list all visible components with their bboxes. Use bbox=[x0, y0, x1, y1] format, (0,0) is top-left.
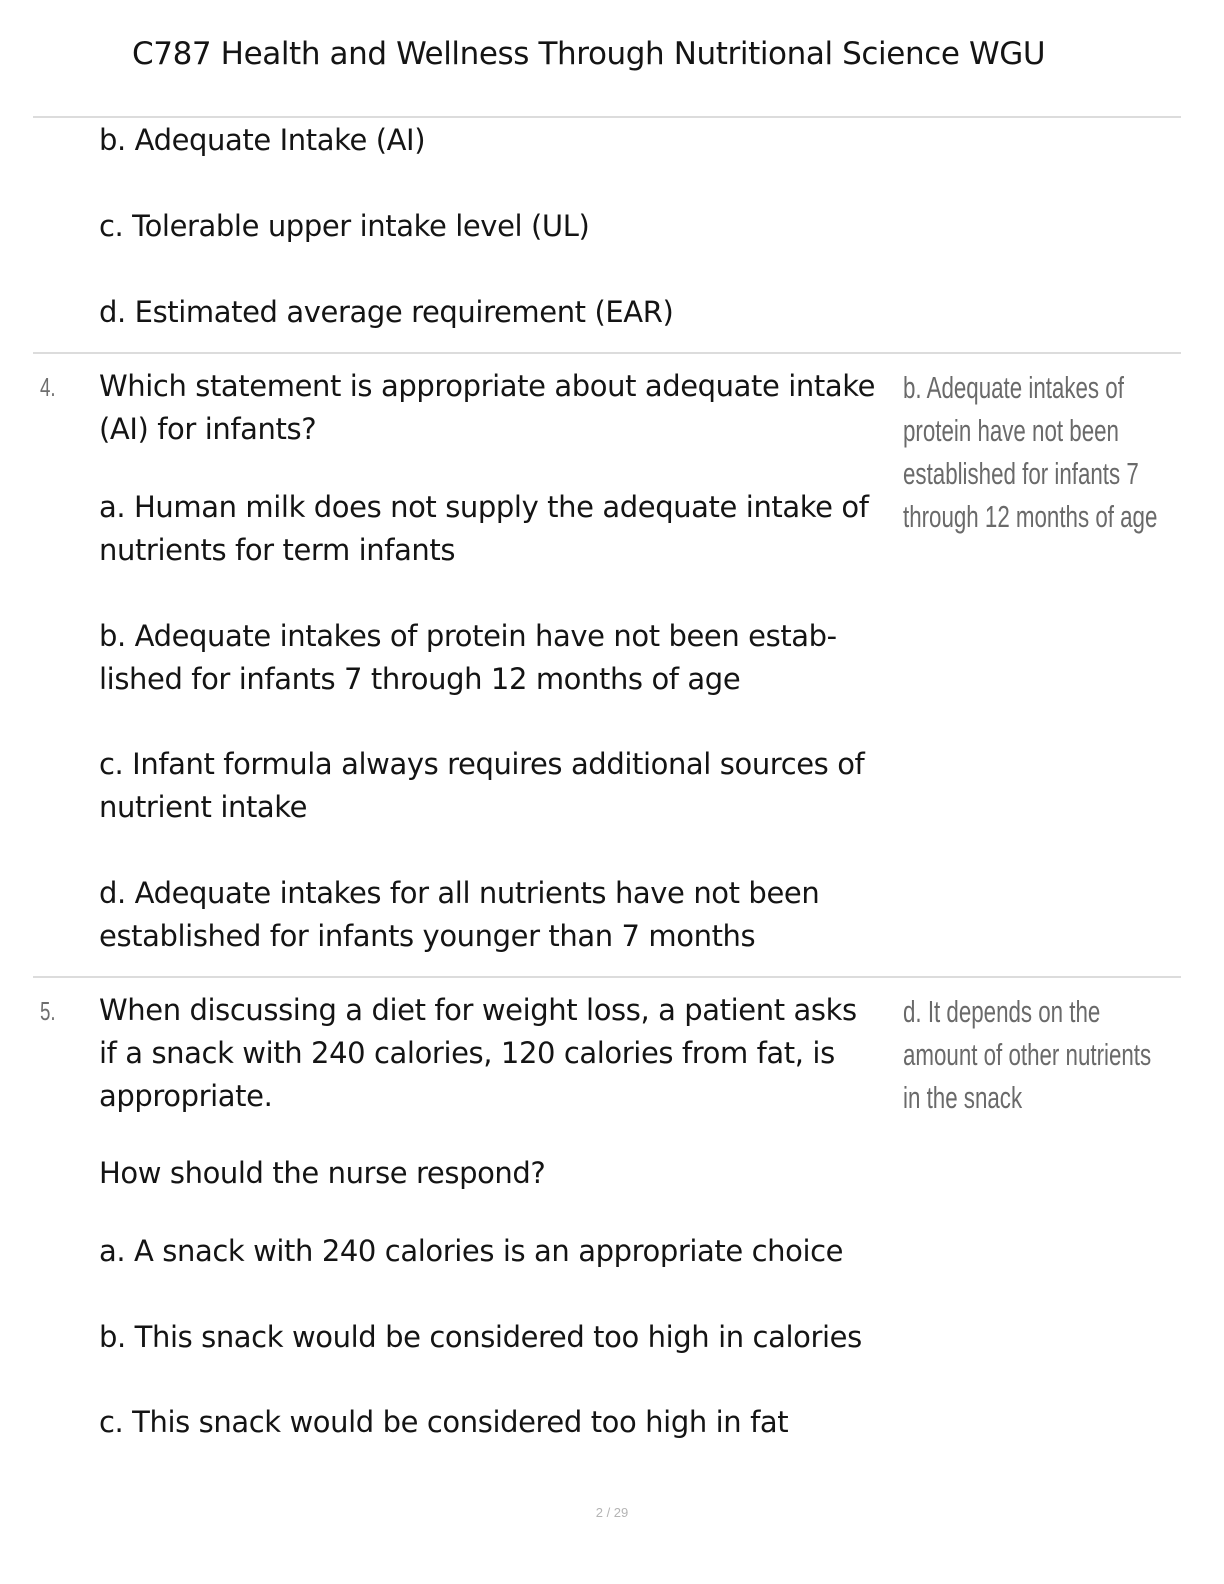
answer-line: d. It depends on the bbox=[903, 994, 1101, 1029]
answer-line: protein have not been bbox=[903, 413, 1119, 448]
answer-line: amount of other nutrients bbox=[903, 1037, 1152, 1072]
question-5-option-a: a. A snack with 240 calories is an appropriate choice bbox=[99, 1234, 844, 1268]
question-5-answer bbox=[903, 990, 1151, 1119]
question-5-option-c: c. This snack would be considered too high in fat bbox=[99, 1405, 789, 1439]
option-line: nutrients for term infants bbox=[99, 533, 456, 567]
question-number: 5. bbox=[40, 996, 56, 1026]
document-title: C787 Health and Wellness Through Nutritional Science WGU bbox=[132, 36, 1046, 72]
answer-line: in the snack bbox=[903, 1080, 1023, 1115]
question-4-option-b bbox=[99, 615, 899, 701]
stem-line: appropriate. bbox=[99, 1079, 273, 1113]
question-number: 4. bbox=[40, 372, 56, 402]
prev-option-d: d. Estimated average requirement (EAR) bbox=[99, 295, 674, 329]
page-number: 2 / 29 bbox=[595, 1505, 629, 1520]
option-line: c. Infant formula always requires additional sources of bbox=[99, 747, 865, 781]
option-line: d. Adequate intakes for all nutrients have not been bbox=[99, 876, 820, 910]
option-line: a. Human milk does not supply the adequate intake of bbox=[99, 490, 869, 524]
question-4-option-d bbox=[99, 872, 899, 958]
option-line: nutrient intake bbox=[99, 790, 308, 824]
divider bbox=[33, 352, 1181, 354]
answer-line: established for infants 7 bbox=[903, 456, 1139, 491]
answer-line: b. Adequate intakes of bbox=[903, 370, 1124, 405]
option-line: established for infants younger than 7 months bbox=[99, 919, 756, 953]
stem-line: (AI) for infants? bbox=[99, 412, 317, 446]
answer-line: through 12 months of age bbox=[903, 499, 1158, 534]
question-5-prompt: How should the nurse respond? bbox=[99, 1156, 546, 1190]
stem-line: Which statement is appropriate about adequate intake bbox=[99, 369, 876, 403]
question-5-option-b: b. This snack would be considered too high in calories bbox=[99, 1320, 862, 1354]
divider bbox=[33, 976, 1181, 978]
prev-option-b: b. Adequate Intake (AI) bbox=[99, 123, 426, 157]
question-4-answer bbox=[903, 366, 1157, 538]
stem-line: if a snack with 240 calories, 120 calories from fat, is bbox=[99, 1036, 835, 1070]
question-4-option-c bbox=[99, 743, 899, 829]
prev-option-c: c. Tolerable upper intake level (UL) bbox=[99, 209, 590, 243]
question-5-stem bbox=[99, 989, 899, 1118]
question-4-stem bbox=[99, 365, 899, 451]
option-line: b. Adequate intakes of protein have not been estab- bbox=[99, 619, 837, 653]
divider bbox=[33, 116, 1181, 118]
question-4-option-a bbox=[99, 486, 899, 572]
stem-line: When discussing a diet for weight loss, a patient asks bbox=[99, 993, 857, 1027]
option-line: lished for infants 7 through 12 months of age bbox=[99, 662, 741, 696]
